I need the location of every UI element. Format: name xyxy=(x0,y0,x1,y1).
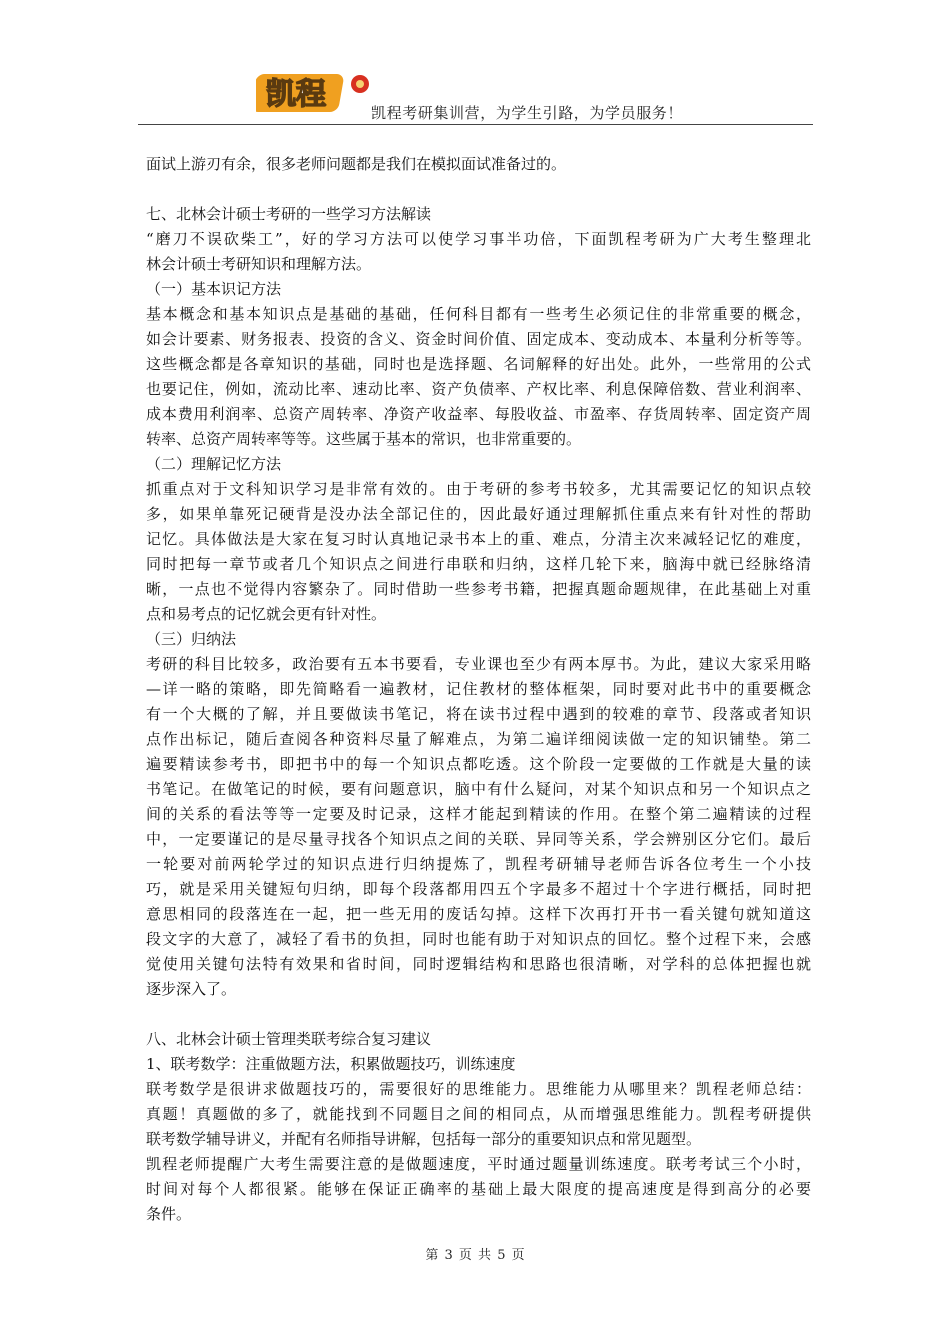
document-body xyxy=(146,152,811,1227)
text-line: 觉使用关键句法特有效果和省时间，同时逻辑结构和思路也很清晰，对学科的总体把握也就 xyxy=(146,955,811,973)
page-header xyxy=(138,64,813,125)
text-line: 书笔记。在做笔记的时候，要有问题意识，脑中有什么疑问，对某个知识点和另一个知识点之 xyxy=(146,780,811,798)
text-line: 点和易考点的记忆就会更有针对性。 xyxy=(146,605,387,623)
text-line: 成本费用利润率、总资产周转率、净资产收益率、每股收益、市盈率、存货周转率、固定资产周 xyxy=(146,405,811,423)
blank-line xyxy=(146,1002,811,1027)
text-line: 中，一定要谨记的是尽量寻找各个知识点之间的关联、异同等关系，学会辨别区分它们。最后 xyxy=(146,830,811,848)
text-line: 考研的科目比较多，政治要有五本书要看，专业课也至少有两本厚书。为此，建议大家采用略 xyxy=(146,655,811,673)
text-line: 真题！真题做的多了，就能找到不同题目之间的相同点，从而增强思维能力。凯程考研提供 xyxy=(146,1105,811,1123)
text-line: 面试上游刃有余，很多老师问题都是我们在模拟面试准备过的。 xyxy=(146,155,567,173)
text-line: 七、北林会计硕士考研的一些学习方法解读 xyxy=(146,205,432,223)
text-line: 凯程老师提醒广大考生需要注意的是做题速度，平时通过题量训练速度。联考考试三个小时， xyxy=(146,1155,811,1173)
page-number-footer: 第 3 页 共 5 页 xyxy=(425,1248,525,1263)
text-line: （一）基本识记方法 xyxy=(146,280,282,298)
text-line: 巧，就是采用关键短句归纳，即每个段落都用四五个字最多不超过十个字进行概括，同时把 xyxy=(146,880,811,898)
text-line: 多，如果单靠死记硬背是没办法全部记住的，因此最好通过理解抓住重点来有针对性的帮助 xyxy=(146,505,811,523)
text-line: 时间对每个人都很紧。能够在保证正确率的基础上最大限度的提高速度是得到高分的必要 xyxy=(146,1180,811,1198)
text-line: 段文字的大意了，减轻了看书的负担，同时也能有助于对知识点的回忆。整个过程下来，会感 xyxy=(146,930,811,948)
text-line: —详一略的策略，即先简略看一遍教材，记住教材的整体框架，同时要对此书中的重要概念 xyxy=(146,680,811,698)
text-line: （二）理解记忆方法 xyxy=(146,455,282,473)
logo-text: 凯程 xyxy=(266,77,326,112)
kaicheng-logo xyxy=(256,66,384,116)
text-line: 联考数学辅导讲义，并配有名师指导讲解，包括每一部分的重要知识点和常见题型。 xyxy=(146,1130,702,1148)
text-line: 意思相同的段落连在一起，把一些无用的废话勾掉。这样下次再打开书一看关键句就知道这 xyxy=(146,905,811,923)
text-line: 记忆。具体做法是大家在复习时认真地记录书本上的重、难点，分清主次来减轻记忆的难度， xyxy=(146,530,811,548)
text-line: （三）归纳法 xyxy=(146,630,237,648)
text-line: 八、北林会计硕士管理类联考综合复习建议 xyxy=(146,1030,432,1048)
text-line: 逐步深入了。 xyxy=(146,980,237,998)
text-line: 抓重点对于文科知识学习是非常有效的。由于考研的参考书较多，尤其需要记忆的知识点较 xyxy=(146,480,811,498)
text-line: 如会计要素、财务报表、投资的含义、资金时间价值、固定成本、变动成本、本量利分析等等。 xyxy=(146,330,811,348)
text-line: 联考数学是很讲求做题技巧的，需要很好的思维能力。思维能力从哪里来？凯程老师总结： xyxy=(146,1080,811,1098)
text-line: 基本概念和基本知识点是基础的基础，任何科目都有一些考生必须记住的非常重要的概念， xyxy=(146,305,811,323)
text-line: 这些概念都是各章知识的基础，同时也是选择题、名词解释的好出处。此外，一些常用的公式 xyxy=(146,355,811,373)
text-line: 同时把每一章节或者几个知识点之间进行串联和归纳，这样几轮下来，脑海中就已经脉络清 xyxy=(146,555,811,573)
text-line: “磨刀不误砍柴工”，好的学习方法可以使学习事半功倍，下面凯程考研为广大考生整理北 xyxy=(146,230,811,248)
text-line: 间的关系的看法等等一定要及时记录，这样才能起到精读的作用。在整个第二遍精读的过程 xyxy=(146,805,811,823)
text-line: 1、联考数学：注重做题方法，积累做题技巧，训练速度 xyxy=(146,1055,516,1073)
text-line: 条件。 xyxy=(146,1205,192,1223)
text-line: 有一个大概的了解，并且要做读书笔记，将在读书过程中遇到的较难的章节、段落或者知识 xyxy=(146,705,811,723)
text-line: 转率、总资产周转率等等。这些属于基本的常识，也非常重要的。 xyxy=(146,430,582,448)
header-tagline: 凯程考研集训营，为学生引路，为学员服务！ xyxy=(371,104,684,122)
text-line: 也要记住，例如，流动比率、速动比率、资产负债率、产权比率、利息保障倍数、营业利润率、 xyxy=(146,380,811,398)
text-line: 一轮要对前两轮学过的知识点进行归纳提炼了，凯程考研辅导老师告诉各位考生一个小技 xyxy=(146,855,811,873)
text-line: 遍要精读参考书，即把书中的每一个知识点都吃透。这个阶段一定要做的工作就是大量的读 xyxy=(146,755,811,773)
text-line: 林会计硕士考研知识和理解方法。 xyxy=(146,255,372,273)
text-line: 晰，一点也不觉得内容繁杂了。同时借助一些参考书籍，把握真题命题规律，在此基础上对重 xyxy=(146,580,811,598)
blank-line xyxy=(146,177,811,202)
text-line: 点作出标记，随后查阅各种资料尽量了解难点，为第二遍详细阅读做一定的知识铺垫。第二 xyxy=(146,730,811,748)
